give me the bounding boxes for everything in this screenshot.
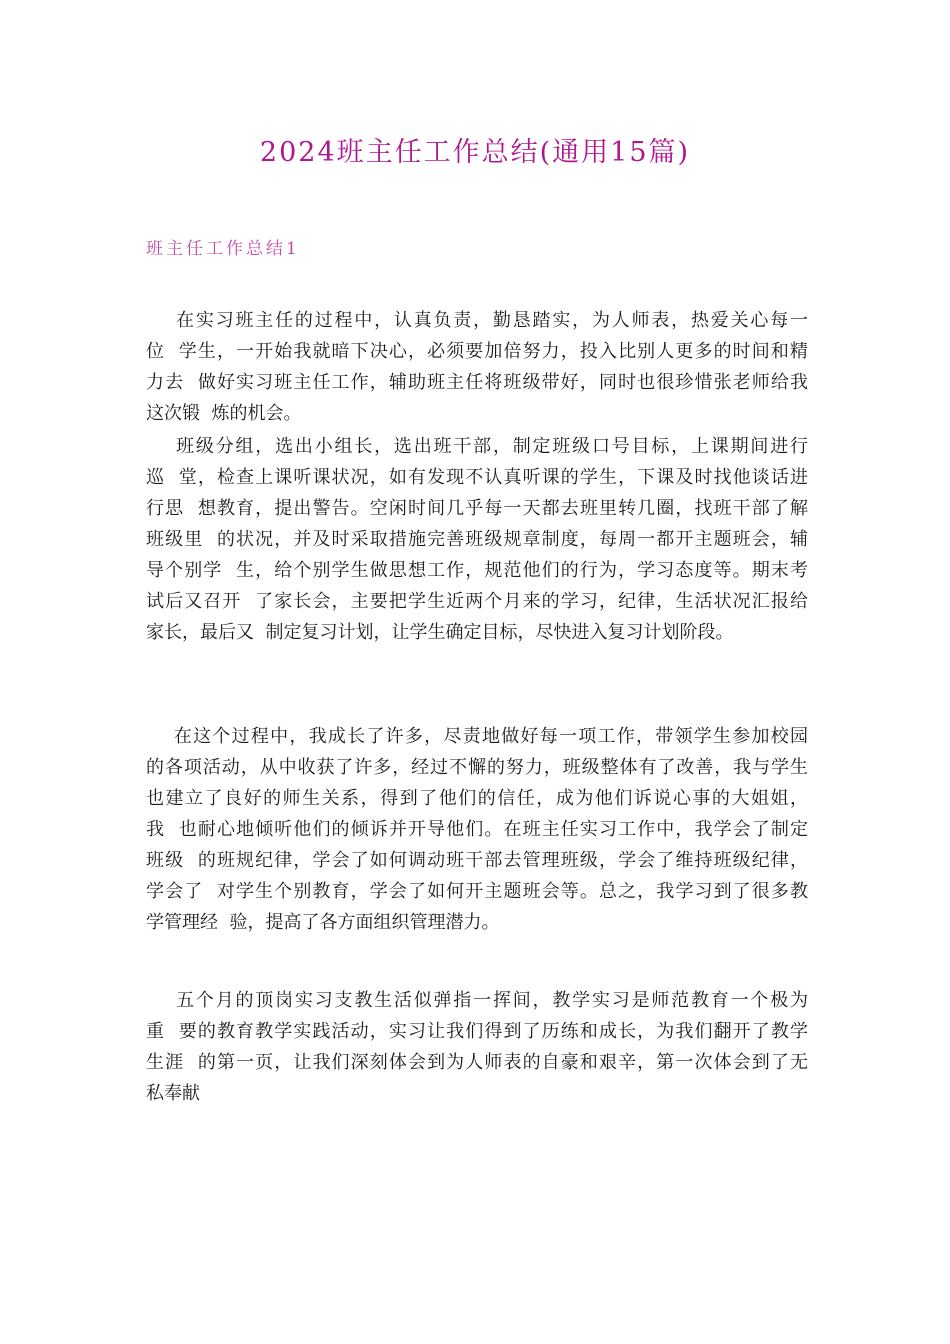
paragraph-line: 班级 的班规纪律，学会了如何调动班干部去管理班级，学会了维持班级纪律， (146, 850, 808, 871)
paragraph-line: 在实习班主任的过程中，认真负责，勤恳踏实，为人师表，热爱关心每一 (146, 310, 808, 331)
paragraph-line: 行思 想教育，提出警告。空闲时间几乎每一天都去班里转几圈，找班干部了解 (146, 498, 808, 519)
paragraph-line: 也建立了良好的师生关系，得到了他们的信任，成为他们诉说心事的大姐姐， (146, 788, 808, 809)
document-title: 2024班主任工作总结(通用15篇) (259, 137, 691, 168)
paragraph-line: 导个别学 生，给个别学生做思想工作，规范他们的行为，学习态度等。期末考 (146, 560, 808, 581)
paragraph-line: 私奉献 (146, 1083, 200, 1104)
paragraph-4 (146, 985, 808, 1109)
paragraph-line: 学管理经 验，提高了各方面组织管理潜力。 (146, 912, 500, 933)
section-heading: 班主任工作总结1 (146, 239, 300, 259)
paragraph-line: 在这个过程中，我成长了许多，尽责地做好每一项工作，带领学生参加校园 (146, 726, 808, 747)
paragraph-line: 试后又召开 了家长会，主要把学生近两个月来的学习，纪律，生活状况汇报给 (146, 591, 808, 612)
paragraph-line: 力去 做好实习班主任工作，辅助班主任将班级带好，同时也很珍惜张老师给我 (146, 372, 808, 393)
paragraph-line: 生涯 的第一页，让我们深刻体会到为人师表的自豪和艰辛，第一次体会到了无 (146, 1052, 808, 1073)
paragraph-line: 这次锻 炼的机会。 (146, 403, 302, 424)
paragraph-line: 巡 堂，检查上课听课状况，如有发现不认真听课的学生，下课及时找他谈话进 (146, 467, 808, 488)
paragraph-line: 位 学生，一开始我就暗下决心，必须要加倍努力，投入比别人更多的时间和精 (146, 341, 808, 362)
paragraph-2 (146, 431, 808, 648)
paragraph-1 (146, 305, 808, 429)
paragraph-line: 我 也耐心地倾听他们的倾诉并开导他们。在班主任实习工作中，我学会了制定 (146, 819, 808, 840)
paragraph-line: 重 要的教育教学实践活动，实习让我们得到了历练和成长，为我们翻开了教学 (146, 1021, 808, 1042)
paragraph-line: 家长，最后又 制定复习计划，让学生确定目标，尽快进入复习计划阶段。 (146, 622, 734, 643)
paragraph-line: 班级分组，选出小组长，选出班干部，制定班级口号目标，上课期间进行 (146, 436, 808, 457)
paragraph-3 (146, 721, 808, 938)
paragraph-line: 五个月的顶岗实习支教生活似弹指一挥间，教学实习是师范教育一个极为 (146, 990, 808, 1011)
paragraph-line: 的各项活动，从中收获了许多，经过不懈的努力，班级整体有了改善，我与学生 (146, 757, 808, 778)
paragraph-line: 班级里 的状况，并及时采取措施完善班级规章制度，每周一都开主题班会，辅 (146, 529, 808, 550)
paragraph-line: 学会了 对学生个别教育，学会了如何开主题班会等。总之，我学习到了很多教 (146, 881, 808, 902)
